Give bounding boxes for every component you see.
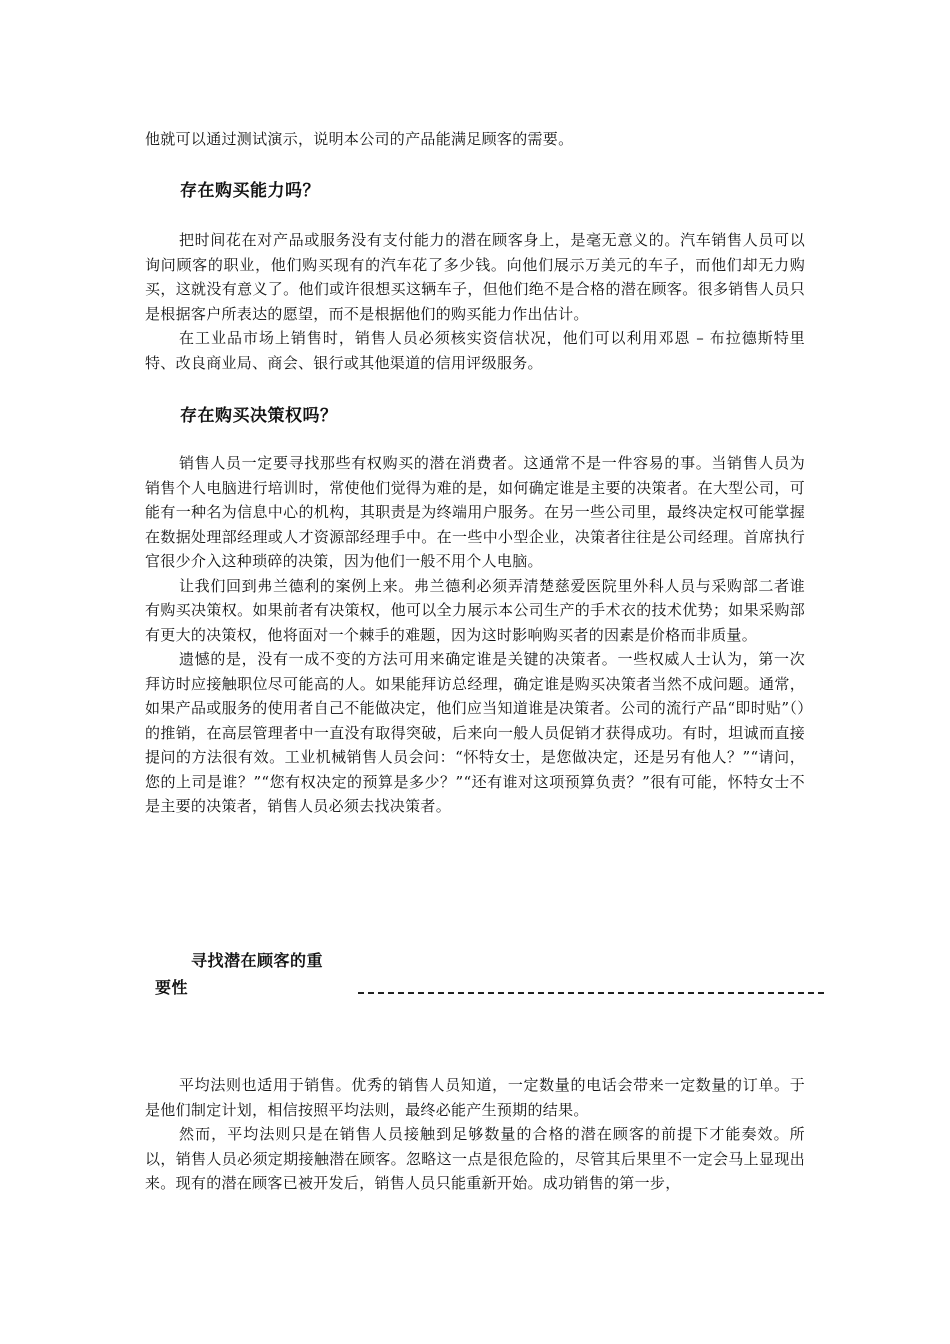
section-heading-importance-line1: 寻找潜在顾客的重 [191,951,324,970]
section-body-ability [145,228,805,375]
paragraph: 让我们回到弗兰德利的案例上来。弗兰德利必须弄清楚慈爱医院里外科人员与采购部二者谁有购买决策权。如果前者有决策权，他可以全力展示本公司生产的手术衣的技术优势；如果采购部有更大的决策权，他将面对一个棘手的难题，因为这时影响购买者的因素是价格而非质量。 [145,576,805,644]
paragraph: 销售人员一定要寻找那些有权购买的潜在消费者。这通常不是一件容易的事。当销售人员为销售个人电脑进行培训时，常使他们觉得为难的是，如何确定谁是主要的决策者。在大型公司，可能有一种名为信息中心的机构，其职责是为终端用户服务。在另一些公司里，最终决定权可能掌握在数据处理部经理或人才资源部经理手中。在一些中小型企业，决策者往往是公司经理。首席执行官很少介入这种琐碎的决策，因为他们一般不用个人电脑。 [145,454,805,570]
intro-paragraph: 他就可以通过测试演示，说明本公司的产品能满足顾客的需要。 [145,130,574,148]
section-heading-authority: 存在购买决策权吗？ [180,406,338,426]
paragraph: 然而，平均法则只是在销售人员接触到足够数量的合格的潜在顾客的前提下才能奏效。所以，销售人员必须定期接触潜在顾客。忽略这一点是很危险的，尽管其后果里不一定会马上显现出来。现有的潜在顾客已被开发后，销售人员只能重新开始。成功销售的第一步， [145,1125,805,1192]
section-body-authority [145,451,805,819]
paragraph: 在工业品市场上销售时，销售人员必须核实资信状况，他们可以利用邓恩 – 布拉德斯特里特、改良商业局、商会、银行或其他渠道的信用评级服务。 [145,329,805,372]
paragraph: 遗憾的是，没有一成不变的方法可用来确定谁是关键的决策者。一些权威人士认为，第一次拜访时应接触职位尽可能高的人。如果能拜访总经理，确定谁是购买决策者当然不成问题。通常，如果产品或服务的使用者自己不能做决定，他们应当知道谁是决策者。公司的流行产品“即时贴”（）的推销，在高层管理者中一直没有取得突破，后来向一般人员促销才获得成功。有时，坦诚而直接提问的方法很有效。工业机械销售人员会问：“怀特女士，是您做决定，还是另有他人？”“请问，您的上司是谁？”“您有权决定的预算是多少？”“还有谁对这项预算负责？”很有可能，怀特女士不是主要的决策者，销售人员必须去找决策者。 [145,650,805,815]
section-body-importance [145,1073,805,1196]
section-heading-ability: 存在购买能力吗？ [180,181,320,201]
dashed-divider [358,992,824,994]
intro-block [145,127,805,152]
paragraph: 把时间花在对产品或服务没有支付能力的潜在顾客身上，是毫无意义的。汽车销售人员可以询问顾客的职业，他们购买现有的汽车花了多少钱。向他们展示万美元的车子，而他们却无力购买，这就没有意义了。他们或许很想买这辆车子，但他们绝不是合格的潜在顾客。很多销售人员只是根据客户所表达的愿望，而不是根据他们的购买能力作出估计。 [145,231,805,323]
paragraph: 平均法则也适用于销售。优秀的销售人员知道，一定数量的电话会带来一定数量的订单。于是他们制定计划，相信按照平均法则，最终必能产生预期的结果。 [145,1076,805,1119]
section-heading-importance-line2: 要性 [155,978,189,997]
